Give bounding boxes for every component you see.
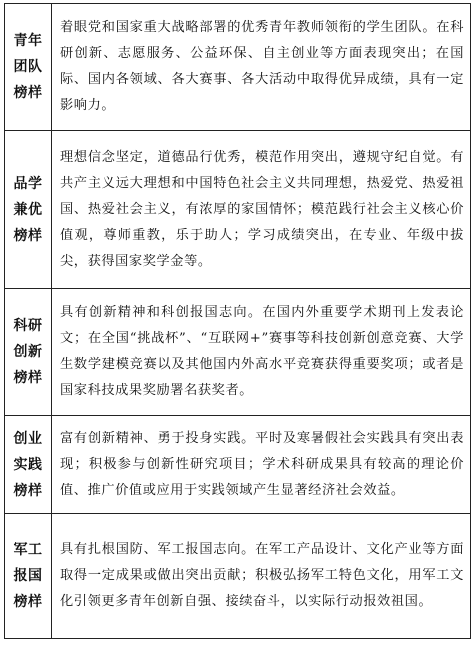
category-description-cell bbox=[52, 514, 471, 639]
category-description: 具有扎根国防、军工报国志向。在军工产品设计、文化产业等方面取得一定成果或做出突出贡献；积极弘扬军工特色文化，用军工文化引领更多青年创新自强、接续奋斗，以实际行动报效祖国。 bbox=[60, 542, 464, 609]
category-description: 着眼党和国家重大战略部署的优秀青年教师领衔的学生团队。在科研创新、志愿服务、公益环保、自主创业等方面表现突出；在国际、国内各领域、各大赛事、各大活动中取得优异成绩，具有一定影响力。 bbox=[60, 20, 464, 113]
category-label-cell bbox=[5, 416, 52, 514]
category-label-line: 榜样 bbox=[13, 85, 43, 101]
category-label-line: 团队 bbox=[13, 59, 43, 75]
category-label-line: 榜样 bbox=[13, 482, 43, 499]
table-row bbox=[5, 131, 471, 289]
award-criteria-table bbox=[4, 3, 471, 639]
category-label-line: 榜样 bbox=[13, 227, 43, 244]
category-description: 具有创新精神和科创报国志向。在国内外重要学术期刊上发表论文；在全国“挑战杯”、“互联网+”赛事等科技创新创意竞赛、大学生数学建模竞赛以及其他国内外高水平竞赛获得重要奖项；或者是国家科技成果奖励署名获奖者。 bbox=[60, 305, 464, 398]
category-description-cell bbox=[52, 4, 471, 131]
category-label-line: 报国 bbox=[13, 568, 43, 584]
category-description: 富有创新精神、勇于投身实践。平时及寒暑假社会实践具有突出表现；积极参与创新性研究项目；学术科研成果具有较高的理论价值、推广价值或应用于实践领域产生显著经济社会效益。 bbox=[60, 430, 464, 498]
category-label-cell bbox=[5, 289, 52, 416]
category-label-line: 榜样 bbox=[13, 370, 43, 386]
table-row bbox=[5, 416, 471, 514]
category-label-line: 科研 bbox=[13, 318, 43, 334]
category-label-cell bbox=[5, 4, 52, 131]
category-label-line: 创新 bbox=[13, 344, 43, 360]
category-label-line: 军工 bbox=[13, 542, 43, 558]
category-label-line: 实践 bbox=[13, 456, 43, 473]
category-description-cell bbox=[52, 131, 471, 289]
category-label-line: 青年 bbox=[13, 33, 43, 49]
category-description: 理想信念坚定，道德品行优秀，模范作用突出，遵规守纪自觉。有共产主义远大理想和中国特色社会主义共同理想，热爱党、热爱祖国、热爱社会主义，有浓厚的家国情怀；模范践行社会主义核心价值观，尊师重教，乐于助人；学习成绩突出，在专业、年级中拔尖，获得国家奖学金等。 bbox=[60, 149, 464, 269]
category-label-line: 创业 bbox=[13, 430, 43, 447]
category-label-cell bbox=[5, 514, 52, 639]
table-row bbox=[5, 4, 471, 131]
category-label-line: 品学 bbox=[13, 175, 43, 192]
category-description-cell bbox=[52, 289, 471, 416]
category-label-line: 兼优 bbox=[13, 201, 43, 218]
table-row bbox=[5, 514, 471, 639]
category-label-cell bbox=[5, 131, 52, 289]
category-description-cell bbox=[52, 416, 471, 514]
table-row bbox=[5, 289, 471, 416]
category-label-line: 榜样 bbox=[13, 594, 43, 610]
